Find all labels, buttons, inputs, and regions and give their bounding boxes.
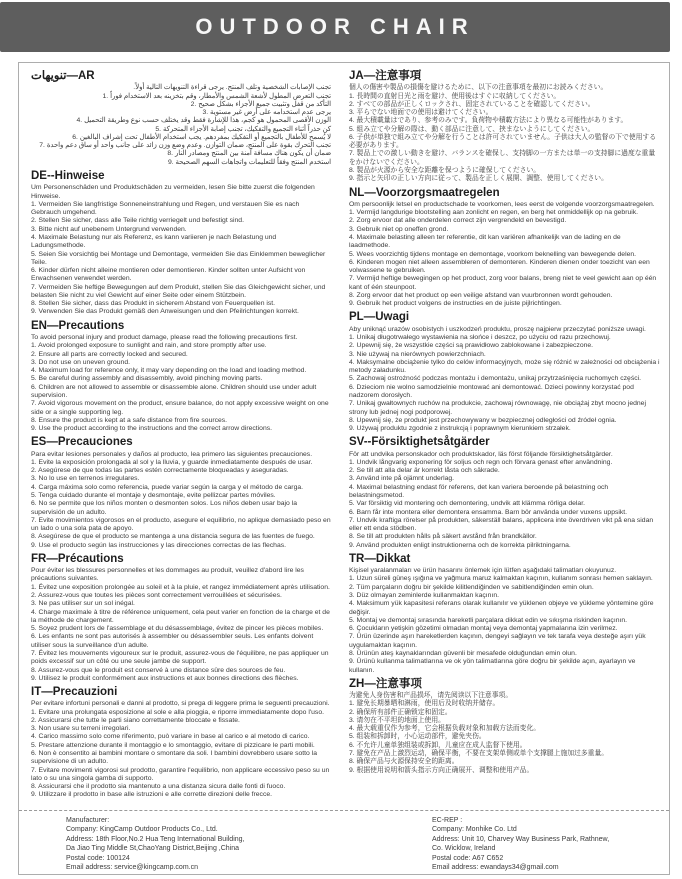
section-es (31, 436, 331, 550)
precaution-line: 1. Avoid prolonged exposure to sunlight and rain, and store promptly after use. (31, 342, 267, 350)
precaution-line: 1. Evitare una prolungata esposizione al sole e alla pioggia, e riporre immediatamente dopo l'uso. (31, 708, 324, 716)
precaution-line: 2. すべての部品が正しくロックされ、固定されていることを確認してください。 (349, 100, 595, 108)
precaution-line: 8. Stellen Sie sicher, dass das Produkt in sicherem Abstand von Feuerquellen ist. (31, 300, 276, 308)
column-right (337, 63, 669, 810)
precaution-line: 2. Se till att alla delar är korrekt låsta och säkrade. (349, 467, 500, 475)
precautions-columns (19, 63, 669, 810)
precaution-line: 7. 避免在产品上激烈运动，确保平衡，不要在支架单侧或单个支撑腿上施加过多重量。 (349, 750, 609, 757)
precaution-line: 4. Maximale belasting alleen ter referentie, dit kan variëren afhankelijk van de lading en de laadmethode. (349, 233, 621, 250)
precaution-line: 6. Children are not allowed to assemble or disassemble alone. Children should use under adult supervision. (31, 383, 317, 399)
precaution-line: 9. Używaj produktu zgodnie z instrukcją i poprawnym kierunkiem strzałek. (349, 425, 571, 433)
section-heading-zh: ZH—注意事项 (349, 677, 422, 690)
section-heading-de: DE--Hinweise (31, 170, 105, 183)
precaution-line: 5. Be careful during assembly and disassembly, avoid pinching moving parts. (31, 375, 263, 383)
precaution-line: 2. Upewnij się, że wszystkie części są prawidłowo zablokowane i zabezpieczone. (349, 342, 594, 350)
precaution-line: 7. Unikaj gwałtownych ruchów na produkcie, zachowaj równowagę, nie obciążaj zbyt mocno jednej strony lub jednej nogi podporowej. (349, 400, 646, 416)
section-heading-tr: TR—Dikkat (349, 552, 411, 565)
footer-line: Address: 18th Floor,No.2 Hua Teng International Building, (66, 835, 245, 843)
precaution-line: 9. استخدم المنتج وفقاً للتعليمات واتجاهات السهم الصحيحة (167, 158, 331, 166)
precaution-line: 1. Undvik långvarig exponering för soljus och regn och förvara genast efter användning. (349, 458, 613, 466)
precaution-line: 4. Carico massimo solo come riferimento, può variare in base al carico e al metodo di carico. (31, 733, 310, 741)
precaution-line: 7. Evite movimientos vigorosos en el producto, asegure el equilibrio, no aplique demasiado peso en un lado o una sola pata de apoyo. (31, 516, 331, 533)
precaution-line: 8. Asegúrese de que el producto se mantenga a una distancia segura de las fuentes de fuego. (31, 533, 315, 541)
precaution-line: 5. Zachowaj ostrożność podczas montażu i demontażu, unikaj przytrzaśnięcia ruchomych części. (349, 375, 642, 383)
precaution-line: 3. Bitte nicht auf unebenem Untergrund verwenden. (31, 225, 187, 233)
section-ja (349, 70, 661, 184)
precaution-line: 6. لا يُسمح للأطفال بالتجميع أو التفكيك بمفردهم. يجب استخدام الأطفال تحت إشراف البالغين (72, 133, 331, 141)
section-nl (349, 187, 661, 309)
precaution-line: 7. Evitare movimenti vigorosi sul prodotto, garantire l'equilibrio, non applicare eccessivo peso su un lato o su una singola gamba di supporto. (31, 766, 330, 782)
precaution-line: 6. 子供が単独で組み立てや分解を行うことは許可されていません。子供は大人の監督の下で使用する必要があります。 (349, 133, 657, 150)
precaution-line: 5. Soyez prudent lors de l'assemblage et du désassemblage, évitez de pincer les pièces mobiles. (31, 625, 324, 633)
column-left (19, 63, 337, 810)
section-heading-fr: FR—Précautions (31, 552, 124, 565)
precaution-line: 1. 長時間の直射日光と雨を避け、使用後はすぐに収納してください。 (349, 92, 561, 100)
precaution-line: 5. Wees voorzichtig tijdens montage en demontage, voorkom beknelling van bewegende delen. (349, 250, 637, 258)
precaution-line: 3. Düz olmayan zeminlerde kullanmaktan kaçının. (349, 592, 499, 599)
precaution-line: 5. 組み立てや分解の際は、動く部品に注意して、挟まないようにしてください。 (349, 125, 595, 133)
footer-line: Postal code: 100124 (66, 854, 130, 862)
precaution-line: 4. Carga máxima solo como referencia, puede variar según la carga y el método de carga. (31, 483, 304, 491)
precaution-line: Aby uniknąć urazów osobistych i uszkodzeń produktu, proszę najpierw przeczytać poniższe uwagi. (349, 325, 646, 333)
section-en (31, 320, 331, 434)
precaution-line: 6. 不允许儿童单独组装或拆卸，儿童应在成人监督下使用。 (349, 741, 527, 749)
section-heading-en: EN—Precautions (31, 319, 125, 332)
ec-rep-info-block (384, 816, 669, 874)
precaution-line: 3. 请勿在不平坦的地面上使用。 (349, 716, 445, 724)
precaution-line: 2. Zorg ervoor dat alle onderdelen correct zijn vergrendeld en bevestigd. (349, 217, 567, 225)
precaution-line: 2. 确保所有部件正确锁定和固定。 (349, 708, 452, 716)
precaution-line: 9. Utilisez le produit conformément aux instructions et aux bonnes directions des flèches. (31, 674, 299, 682)
section-heading-nl: NL—Voorzorgsmaatregelen (349, 186, 500, 199)
precaution-line: 4. Maximal belastning endast för referens, det kan variera beroende på belastning och belastningsmetod. (349, 483, 609, 499)
precaution-line: 1. تجنب التعرض المطول لأشعة الشمس والأمطار، وقم بتخزينه بعد الاستخدام فوراً (102, 92, 331, 100)
precaution-line: 9. Verwenden Sie das Produkt gemäß den Anweisungen und den Pfeilrichtungen korrekt. (31, 308, 299, 316)
precaution-line: 4. Maximum load for reference only, it may vary depending on the load and loading method. (31, 367, 307, 375)
footer-line: Company: KingCamp Outdoor Products Co., Ltd. (66, 826, 218, 834)
precaution-line: 6. Kinder dürfen nicht alleine montieren oder demontieren. Kinder sollten unter Aufsicht von Erwachsenen verwendet werden. (31, 267, 306, 283)
footer-row (19, 810, 669, 874)
precaution-line: Per evitare infortuni personali e danni al prodotto, si prega di leggere prima le seguenti precauzioni. (31, 700, 330, 708)
precaution-line: 8. Assicurarsi che il prodotto sia mantenuto a una distanza sicura dalle fonti di fuoco. (31, 783, 286, 791)
section-heading-es: ES—Precauciones (31, 436, 133, 449)
precaution-line: 8. Zorg ervoor dat het product op een veilige afstand van vuurbronnen wordt gehouden. (349, 291, 613, 299)
section-fr (31, 553, 331, 683)
section-heading-ar: تنويهات—AR (31, 70, 95, 82)
precaution-line: 9. Use el producto según las instrucciones y las direcciones correctas de las flechas. (31, 541, 287, 549)
precaution-line: 9. Använd produkten enligt instruktionerna och de korrekta pilriktningarna. (349, 541, 571, 549)
precaution-line: För att undvika personskador och produktskador, läs först följande försiktighetsåtgärder. (349, 450, 613, 458)
precaution-line: 3. Do not use on uneven ground. (31, 358, 131, 366)
precaution-line: 3. Använd inte på ojämnt underlag. (349, 475, 455, 483)
precaution-line: Om persoonlijk letsel en productschade te voorkomen, lees eerst de volgende voorzorgsmaatregelen. (349, 200, 655, 208)
precaution-line: 6. Çocukların yetişkin gözetimi olmadan montaj veya demontaj yapmalarına izin verilmez. (349, 625, 618, 633)
precaution-line: 3. Non usare su terreni irregolari. (31, 725, 131, 733)
section-ar (31, 70, 331, 167)
precaution-line: Um Personenschäden und Produktschäden zu vermeiden, lesen Sie bitte zuerst die folgenden Hinweise. (31, 184, 315, 200)
section-tr (349, 553, 661, 675)
precaution-line: 7. Ürün üzerinde aşırı hareketlerden kaçının, dengeyi sağlayın ve tek tarafa veya desteğe aşırı yük uygulamaktan kaçının. (349, 633, 646, 649)
precaution-line: 4. Charge maximale à titre de référence uniquement, cela peut varier en fonction de la charge et de la méthode de chargement. (31, 608, 330, 624)
precaution-line: 2. Asegúrese de que todas las partes estén correctamente bloqueadas y aseguradas. (31, 467, 289, 475)
precaution-line: 8. 确保产品与火源保持安全的距离。 (349, 758, 459, 766)
precaution-line: 5. Montaj ve demontaj sırasında hareketli parçalara dikkat edin ve sıkışma riskinden kaçının. (349, 616, 628, 624)
precaution-line: 5. 组装和拆卸时，小心运动部件，避免夹伤。 (349, 733, 486, 741)
precaution-line: 5. Var försiktig vid montering och demontering, undvik att klämma rörliga delar. (349, 500, 585, 508)
precaution-line: 3. 平らでない地面での使用は避けてください。 (349, 109, 493, 117)
precaution-line: 7. تجنب التحرك بقوة على المنتج، ضمان التوازن. وعدم وضع وزن زائد على جانب واحد أو ساق دعم واحدة (39, 142, 331, 150)
product-title: OUTDOOR CHAIR (195, 14, 475, 39)
precaution-line: 1. Uzun süreli güneş ışığına ve yağmura maruz kalmaktan kaçının, kullanım sonrası hemen saklayın. (349, 575, 653, 583)
precaution-line: 2. Tüm parçaların doğru bir şekilde kilitlendiğinden ve sabitlendiğinden emin olun. (349, 583, 594, 591)
precaution-line: 为避免人身伤害和产品损坏，请先阅读以下注意事项。 (349, 692, 513, 700)
precaution-line: 6. No se permite que los niños monten o desmonten solos. Los niños deben usar bajo la supervisión de un adulto. (31, 500, 297, 516)
precaution-line: 5. كن حذراً أثناء التجميع والتفكيك، تجنب إصابة الأجزاء المتحركة (155, 125, 331, 133)
precaution-line: 4. Maksymalne obciążenie tylko do celów informacyjnych, może się różnić w zależności od obciążenia i metody załadunku. (349, 358, 660, 375)
precaution-line: 6. Les enfants ne sont pas autorisés à assembler ou désassembler seuls. Les enfants doivent utiliser sous la surveillance d'un adulte. (31, 633, 314, 649)
precaution-line: 9. Ürünü kullanma talimatlarına ve ok yön talimatlarına göre doğru bir şekilde açın, ayarlayın ve kullanın. (349, 658, 636, 674)
precaution-line: 8. Ürünün ateş kaynaklarından güvenli bir mesafede olduğundan emin olun. (349, 649, 577, 657)
section-sv (349, 436, 661, 550)
precaution-line: 3. يرجى عدم استخدامه على أرض غير مستوية (202, 109, 331, 117)
precaution-line: 1. Evite la exposición prolongada al sol y la lluvia, y guarde inmediatamente después de usar. (31, 458, 313, 466)
precaution-line: 3. Gebruik niet op oneffen grond. (349, 225, 449, 233)
precaution-line: 4. 最大積載量はであり、参考のみです。負荷物や積載方法により異なる可能性があります。 (349, 117, 628, 125)
precaution-line: 8. 製品が火源から安全な距離を保つように確保してください。 (349, 167, 541, 175)
precaution-line: 6. Barn får inte montera eller demontera ensamma. Barn bör använda under vuxens uppsikt. (349, 508, 628, 516)
footer-line: Da Jiao Ting Middle St,ChaoYang District,Beijing ,China (66, 845, 240, 853)
precaution-line: .تجنب الإصابات الشخصية وتلف المنتج. يرجى قراءة التنويهات التالية أولاً (133, 84, 331, 92)
section-heading-pl: PL—Uwagi (349, 311, 410, 324)
precaution-line: 4. 最大载重仅作为参考，它会根据负载对象和加载方法而变化。 (349, 725, 541, 733)
precaution-line: 2. التأكد من قفل وتثبيت جميع الأجزاء بشكل صحيح (190, 100, 331, 108)
precaution-line: 7. 製品上での激しい動きを避け、バランスを確保し、支持脚の一方または単一の支持脚に過度な重量をかけないでください。 (349, 150, 656, 166)
precaution-line: 7. Undvik kraftiga rörelser på produkten, säkerställ balans, applicera inte överdriven vikt på ena sidan eller ett enda stödben. (349, 516, 654, 533)
precaution-line: To avoid personal injury and product damage, please read the following precautions first. (31, 333, 298, 341)
footer-line: Postal code: A67 C652 (432, 854, 504, 862)
precaution-line: 1. 避免长期暴晒和淋雨，使用后及时收纳并储存。 (349, 700, 500, 708)
footer-line: Company: Monhike Co. Ltd (432, 826, 517, 834)
precaution-line: 3. Ne pas utiliser sur un sol inégal. (31, 600, 135, 608)
precaution-line: Kişisel yaralanmaları ve ürün hasarını önlemek için lütfen aşağıdaki talimatları okuyunuz. (349, 567, 617, 575)
precaution-line: 8. Assurez-vous que le produit est conservé à une distance sûre des sources de feu. (31, 666, 286, 674)
precaution-line: 7. Vermeiden Sie heftige Bewegungen auf dem Produkt, stellen Sie das Gleichgewicht sicher, und belasten Sie nicht zu viel Gewicht auf einer Seite oder einem Stützbein. (31, 283, 326, 299)
precaution-line: Para evitar lesiones personales y daños al producto, lea primero las siguientes precauciones. (31, 450, 313, 458)
precaution-line: 6. Dzieciom nie wolno samodzielnie montować ani demontować. Dzieci powinny korzystać pod nadzorem dorosłych. (349, 383, 634, 399)
footer-line: Co. Wicklow, Ireland (432, 845, 496, 853)
precaution-line: 9. 根据使用说明和箭头指示方向正确展开、调整和使用产品。 (349, 766, 534, 774)
precaution-line: 1. Vermeiden Sie langfristige Sonneneinstrahlung und Regen, und verstauen Sie es nach Gebrauch umgehend. (31, 200, 300, 217)
precaution-line: 9. Gebruik het product volgens de instructies en de juiste pijlrichtingen. (349, 300, 562, 308)
precaution-line: 1. Unikaj długotrwałego wystawienia na słońce i deszcz, po użyciu od razu przechowuj. (349, 333, 611, 341)
footer-line: Manufacturer: (66, 817, 110, 824)
precaution-line: 8. Se till att produkten hålls på säkert avstånd från brandkällor. (349, 533, 537, 541)
precaution-line: 2. Assicurarsi che tutte le parti siano correttamente bloccate e fissate. (31, 716, 240, 724)
footer-line: Email address: service@kingcamp.com.cn (66, 864, 198, 872)
section-heading-it: IT—Precauzioni (31, 686, 118, 699)
precaution-line: 7. Avoid vigorous movement on the product, ensure balance, do not apply excessive weight on one side or a single supporting leg. (31, 400, 329, 416)
precaution-line: 9. Use the product according to the instructions and the correct arrow directions. (31, 425, 273, 433)
precaution-line: 9. 指示と矢印の正しい方向に従って、製品を正しく展開、調整、使用してください。 (349, 175, 608, 183)
footer-line: Address: Unit 10, Charvey Way Business Park, Rathnew, (432, 835, 610, 843)
section-de (31, 170, 331, 317)
section-heading-sv: SV--Försiktighetsåtgärder (349, 436, 490, 449)
precaution-line: Pour éviter les blessures personnelles et les dommages au produit, veuillez d'abord lire les précautions suivantes. (31, 567, 304, 583)
precaution-line: 1. Vermijd langdurige blootstelling aan zonlicht en regen, en berg het onmiddellijk op na gebruik. (349, 209, 639, 217)
precaution-line: 5. Seien Sie vorsichtig bei Montage und Demontage, vermeiden Sie das Einklemmen beweglicher Teile. (31, 250, 326, 266)
precaution-line: 8. ضمان أن يكون هناك مسافة آمنة بين المنتج ومصادر النار (167, 150, 331, 158)
precaution-line: 8. Upewnij się, że produkt jest przechowywany w bezpiecznej odległości od źródeł ognia. (349, 416, 617, 424)
precaution-line: 7. Vermijd heftige bewegingen op het product, zorg voor balans, breng niet te veel gewicht aan op één kant of één steunpoot. (349, 275, 657, 291)
precaution-line: 2. Stellen Sie sicher, dass alle Teile richtig verriegelt und befestigt sind. (31, 217, 244, 225)
precaution-line: 7. Évitez les mouvements vigoureux sur le produit, assurez-vous de l'équilibre, ne pas appliquer un poids excessif sur un côté ou une seule jambe de support. (31, 649, 329, 666)
precaution-line: 個人の傷害や製品の損傷を避けるために、以下の注意事項を最初にお読みください。 (349, 84, 608, 92)
precaution-line: 3. Nie używaj na nierównych powierzchniach. (349, 350, 486, 358)
manufacturer-info-block (19, 816, 384, 874)
precaution-line: 4. Maximale Belastung nur als Referenz, es kann variieren je nach Belastung und Ladungsmethode. (31, 233, 277, 250)
precaution-line: 4. الوزن الأقصى المحمول هو كجم، هذا للإشارة فقط وقد يختلف حسب نوع وطريقة التحميل (76, 117, 331, 125)
precaution-line: 8. Ensure the product is kept at a safe distance from fire sources. (31, 416, 228, 424)
precaution-line: 3. No lo use en terrenos irregulares. (31, 475, 140, 483)
precaution-line: 2. Assurez-vous que toutes les pièces sont correctement verrouillées et sécurisées. (31, 592, 282, 599)
precaution-line: 1. Évitez une exposition prolongée au soleil et à la pluie, et rangez immédiatement après utilisation. (31, 583, 330, 591)
precaution-line: 5. Tenga cuidado durante el montaje y desmontaje, evite pellizcar partes móviles. (31, 491, 276, 499)
section-it (31, 686, 331, 800)
precaution-line: 9. Utilizzare il prodotto in base alle istruzioni e alle corrette direzioni delle frecce. (31, 791, 273, 799)
precautions-box (18, 62, 670, 875)
precaution-line: 6. Non è consentito ai bambini montare o smontare da soli. I bambini dovrebbero usare sotto la supervisione di un adulto. (31, 750, 318, 766)
section-pl (349, 311, 661, 433)
section-heading-ja: JA—注意事項 (349, 70, 422, 82)
precaution-line: 4. Maksimum yük kapasitesi referans olarak kullanılır ve yüklenen objeye ve yükleme yöntemine göre değişir. (349, 600, 654, 616)
footer-line: Email address: ewandays34@gmail.com (432, 864, 559, 872)
page-header (0, 2, 670, 52)
section-zh (349, 678, 661, 775)
precaution-line: 2. Ensure all parts are correctly locked and secured. (31, 350, 188, 358)
precaution-line: 5. Prestare attenzione durante il montaggio e lo smontaggio, evitare di pizzicare le parti mobili. (31, 741, 315, 749)
precaution-line: 6. Kinderen mogen niet alleen assembleren of demonteren. Kinderen dienen onder toezicht van een volwassene te gebruiken. (349, 258, 650, 275)
footer-line: EC-REP : (432, 817, 463, 824)
